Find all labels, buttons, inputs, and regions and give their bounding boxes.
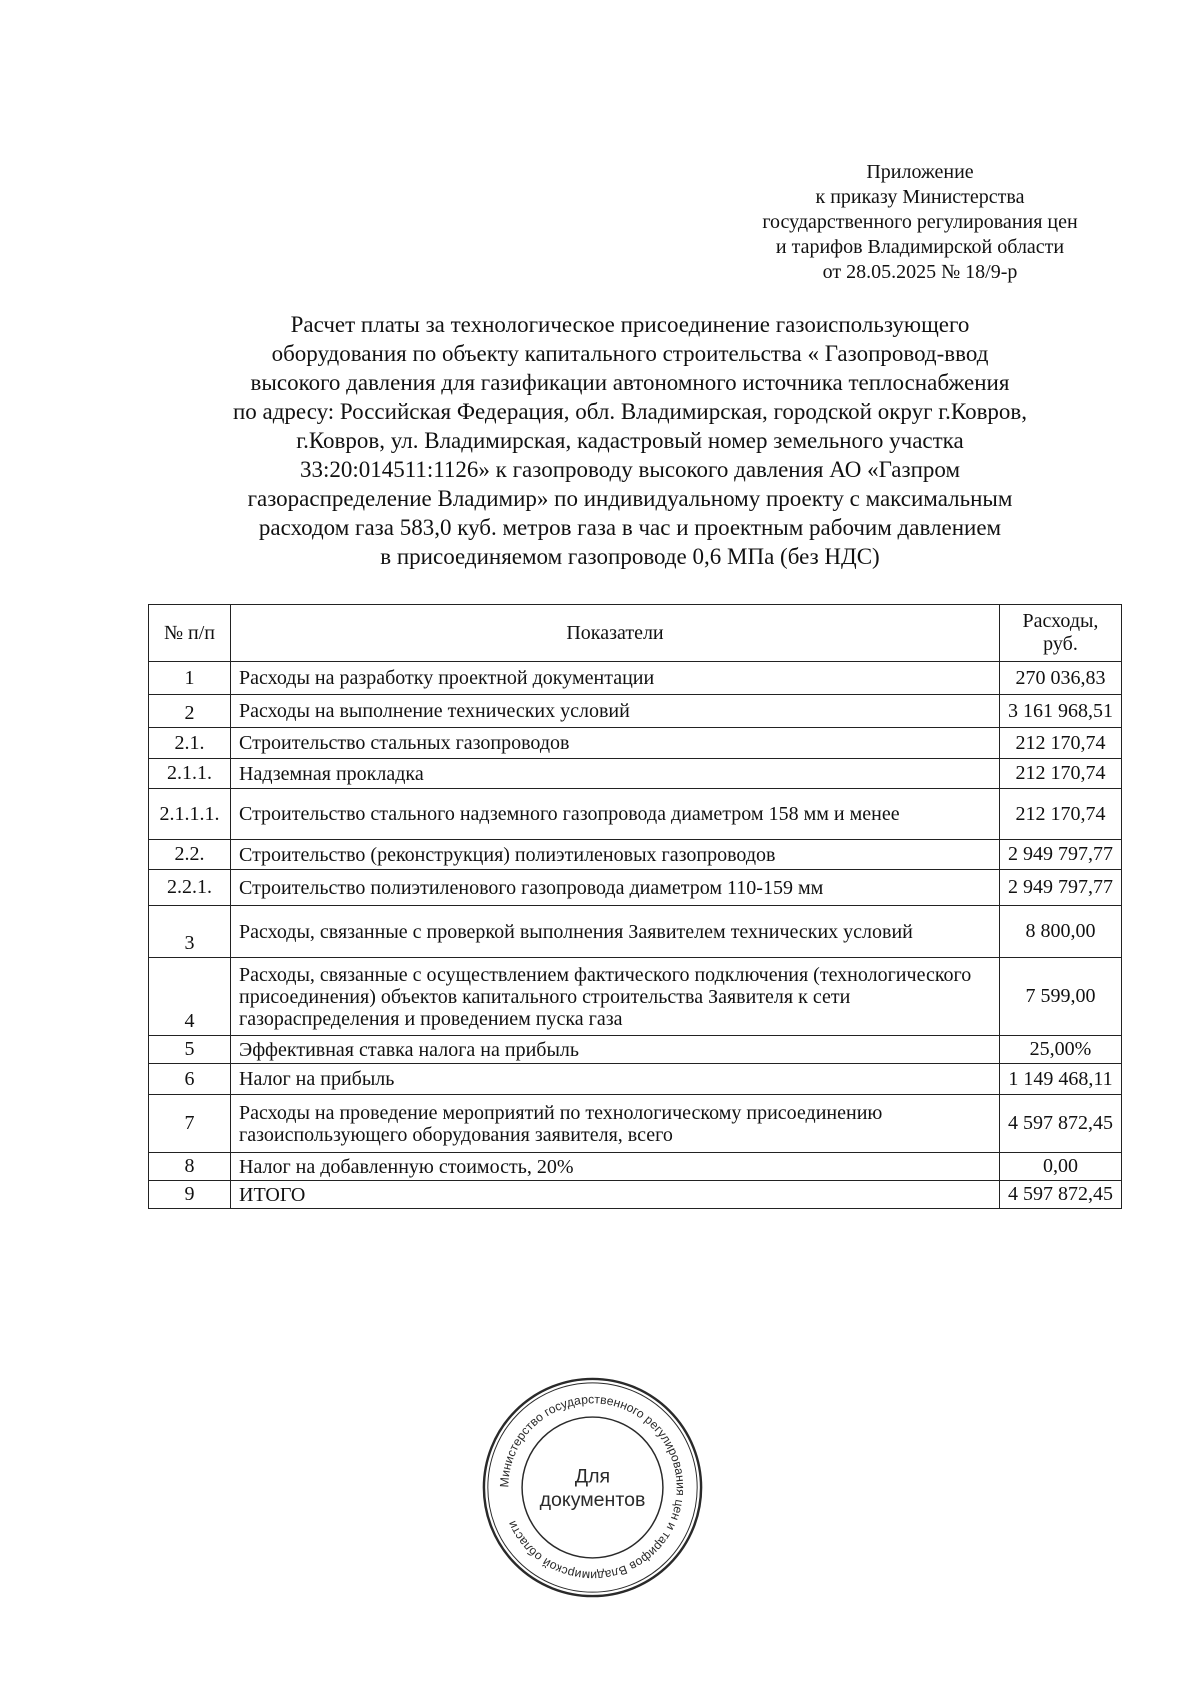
stamp-ring-textpath: Министерство государственного регулирования цен и тарифов Владимирской области — [497, 1392, 688, 1583]
table-row — [149, 870, 1122, 906]
row-indicator: Расходы, связанные с осуществлением фактического подключения (технологического присоединения) объектов капитального строительства Заявителя к сети газораспределения и проведением пуска газа — [231, 958, 1000, 1036]
title-line: по адресу: Российская Федерация, обл. Владимирская, городской округ г.Ковров, — [232, 399, 1028, 424]
row-indicator: Налог на добавленную стоимость, 20% — [231, 1153, 1000, 1181]
table-row — [149, 759, 1122, 789]
title-line: г.Ковров, ул. Владимирская, кадастровый номер земельного участка — [296, 428, 964, 453]
row-indicator: Расходы, связанные с проверкой выполнения Заявителем технических условий — [231, 906, 1000, 958]
row-num: 9 — [149, 1181, 231, 1209]
table-row — [149, 728, 1122, 759]
row-indicator: Строительство стальных газопроводов — [231, 728, 1000, 759]
table-row — [149, 1064, 1122, 1095]
document-title — [150, 310, 1110, 571]
row-indicator: Расходы на выполнение технических условий — [231, 695, 1000, 728]
row-num: 3 — [149, 906, 231, 958]
row-value: 0,00 — [1000, 1153, 1122, 1181]
table-row — [149, 1036, 1122, 1064]
row-value: 212 170,74 — [1000, 789, 1122, 840]
row-indicator: Расходы на разработку проектной документации — [231, 662, 1000, 695]
table-row — [149, 662, 1122, 695]
row-value: 212 170,74 — [1000, 759, 1122, 789]
table-row — [149, 695, 1122, 728]
row-value: 25,00% — [1000, 1036, 1122, 1064]
title-line: 33:20:014511:1126» к газопроводу высокого давления АО «Газпром — [299, 457, 961, 482]
table-row — [149, 1181, 1122, 1209]
table-header-row — [149, 605, 1122, 662]
row-value: 3 161 968,51 — [1000, 695, 1122, 728]
title-line: расходом газа 583,0 куб. метров газа в час и проектным рабочим давлением — [258, 515, 1002, 540]
table-row — [149, 1095, 1122, 1153]
appendix-line: государственного регулирования цен — [762, 211, 1078, 233]
header-num: № п/п — [149, 605, 231, 662]
title-line: Расчет платы за технологическое присоединение газоиспользующего — [290, 312, 970, 337]
row-num: 2.1. — [149, 728, 231, 759]
row-num: 6 — [149, 1064, 231, 1095]
header-value-text: Расходы, руб. — [1022, 610, 1099, 655]
row-indicator: Налог на прибыль — [231, 1064, 1000, 1095]
table-row — [149, 1153, 1122, 1181]
title-line: оборудования по объекту капитального строительства « Газопровод-ввод — [271, 341, 989, 366]
title-line: в присоединяемом газопроводе 0,6 МПа (без НДС) — [380, 544, 880, 569]
row-indicator: Надземная прокладка — [231, 759, 1000, 789]
row-value: 212 170,74 — [1000, 728, 1122, 759]
row-num: 8 — [149, 1153, 231, 1181]
row-num: 4 — [149, 958, 231, 1036]
official-stamp — [480, 1375, 705, 1600]
row-value: 4 597 872,45 — [1000, 1095, 1122, 1153]
cost-table — [148, 604, 1122, 1209]
row-indicator: Строительство (реконструкция) полиэтиленовых газопроводов — [231, 840, 1000, 870]
table-row — [149, 906, 1122, 958]
row-value: 270 036,83 — [1000, 662, 1122, 695]
row-value: 8 800,00 — [1000, 906, 1122, 958]
row-value: 2 949 797,77 — [1000, 870, 1122, 906]
header-indicator: Показатели — [231, 605, 1000, 662]
appendix-line: от 28.05.2025 № 18/9-р — [822, 261, 1018, 283]
row-value: 7 599,00 — [1000, 958, 1122, 1036]
title-line: газораспределение Владимир» по индивидуальному проекту с максимальным — [247, 486, 1013, 511]
title-line: высокого давления для газификации автономного источника теплоснабжения — [250, 370, 1010, 395]
appendix-line: к приказу Министерства — [815, 186, 1025, 208]
appendix-line: и тарифов Владимирской области — [775, 236, 1065, 258]
row-num: 2.2.1. — [149, 870, 231, 906]
table-row — [149, 958, 1122, 1036]
stamp-center-line2: документов — [539, 1489, 646, 1512]
stamp-center-line1: Для — [574, 1465, 611, 1488]
row-num: 2.2. — [149, 840, 231, 870]
row-indicator: Строительство полиэтиленового газопровода диаметром 110-159 мм — [231, 870, 1000, 906]
row-indicator: ИТОГО — [231, 1181, 1000, 1209]
appendix-block — [700, 160, 1140, 285]
row-value: 2 949 797,77 — [1000, 840, 1122, 870]
row-num: 7 — [149, 1095, 231, 1153]
appendix-line: Приложение — [866, 161, 974, 183]
row-num: 1 — [149, 662, 231, 695]
header-value — [1000, 605, 1122, 662]
row-value: 1 149 468,11 — [1000, 1064, 1122, 1095]
row-value: 4 597 872,45 — [1000, 1181, 1122, 1209]
row-num: 2 — [149, 695, 231, 728]
table-row — [149, 789, 1122, 840]
row-num: 2.1.1. — [149, 759, 231, 789]
row-num: 5 — [149, 1036, 231, 1064]
row-indicator: Расходы на проведение мероприятий по технологическому присоединению газоиспользующего оборудования заявителя, всего — [231, 1095, 1000, 1153]
table-row — [149, 840, 1122, 870]
row-indicator: Строительство стального надземного газопровода диаметром 158 мм и менее — [231, 789, 1000, 840]
row-indicator: Эффективная ставка налога на прибыль — [231, 1036, 1000, 1064]
row-num: 2.1.1.1. — [149, 789, 231, 840]
